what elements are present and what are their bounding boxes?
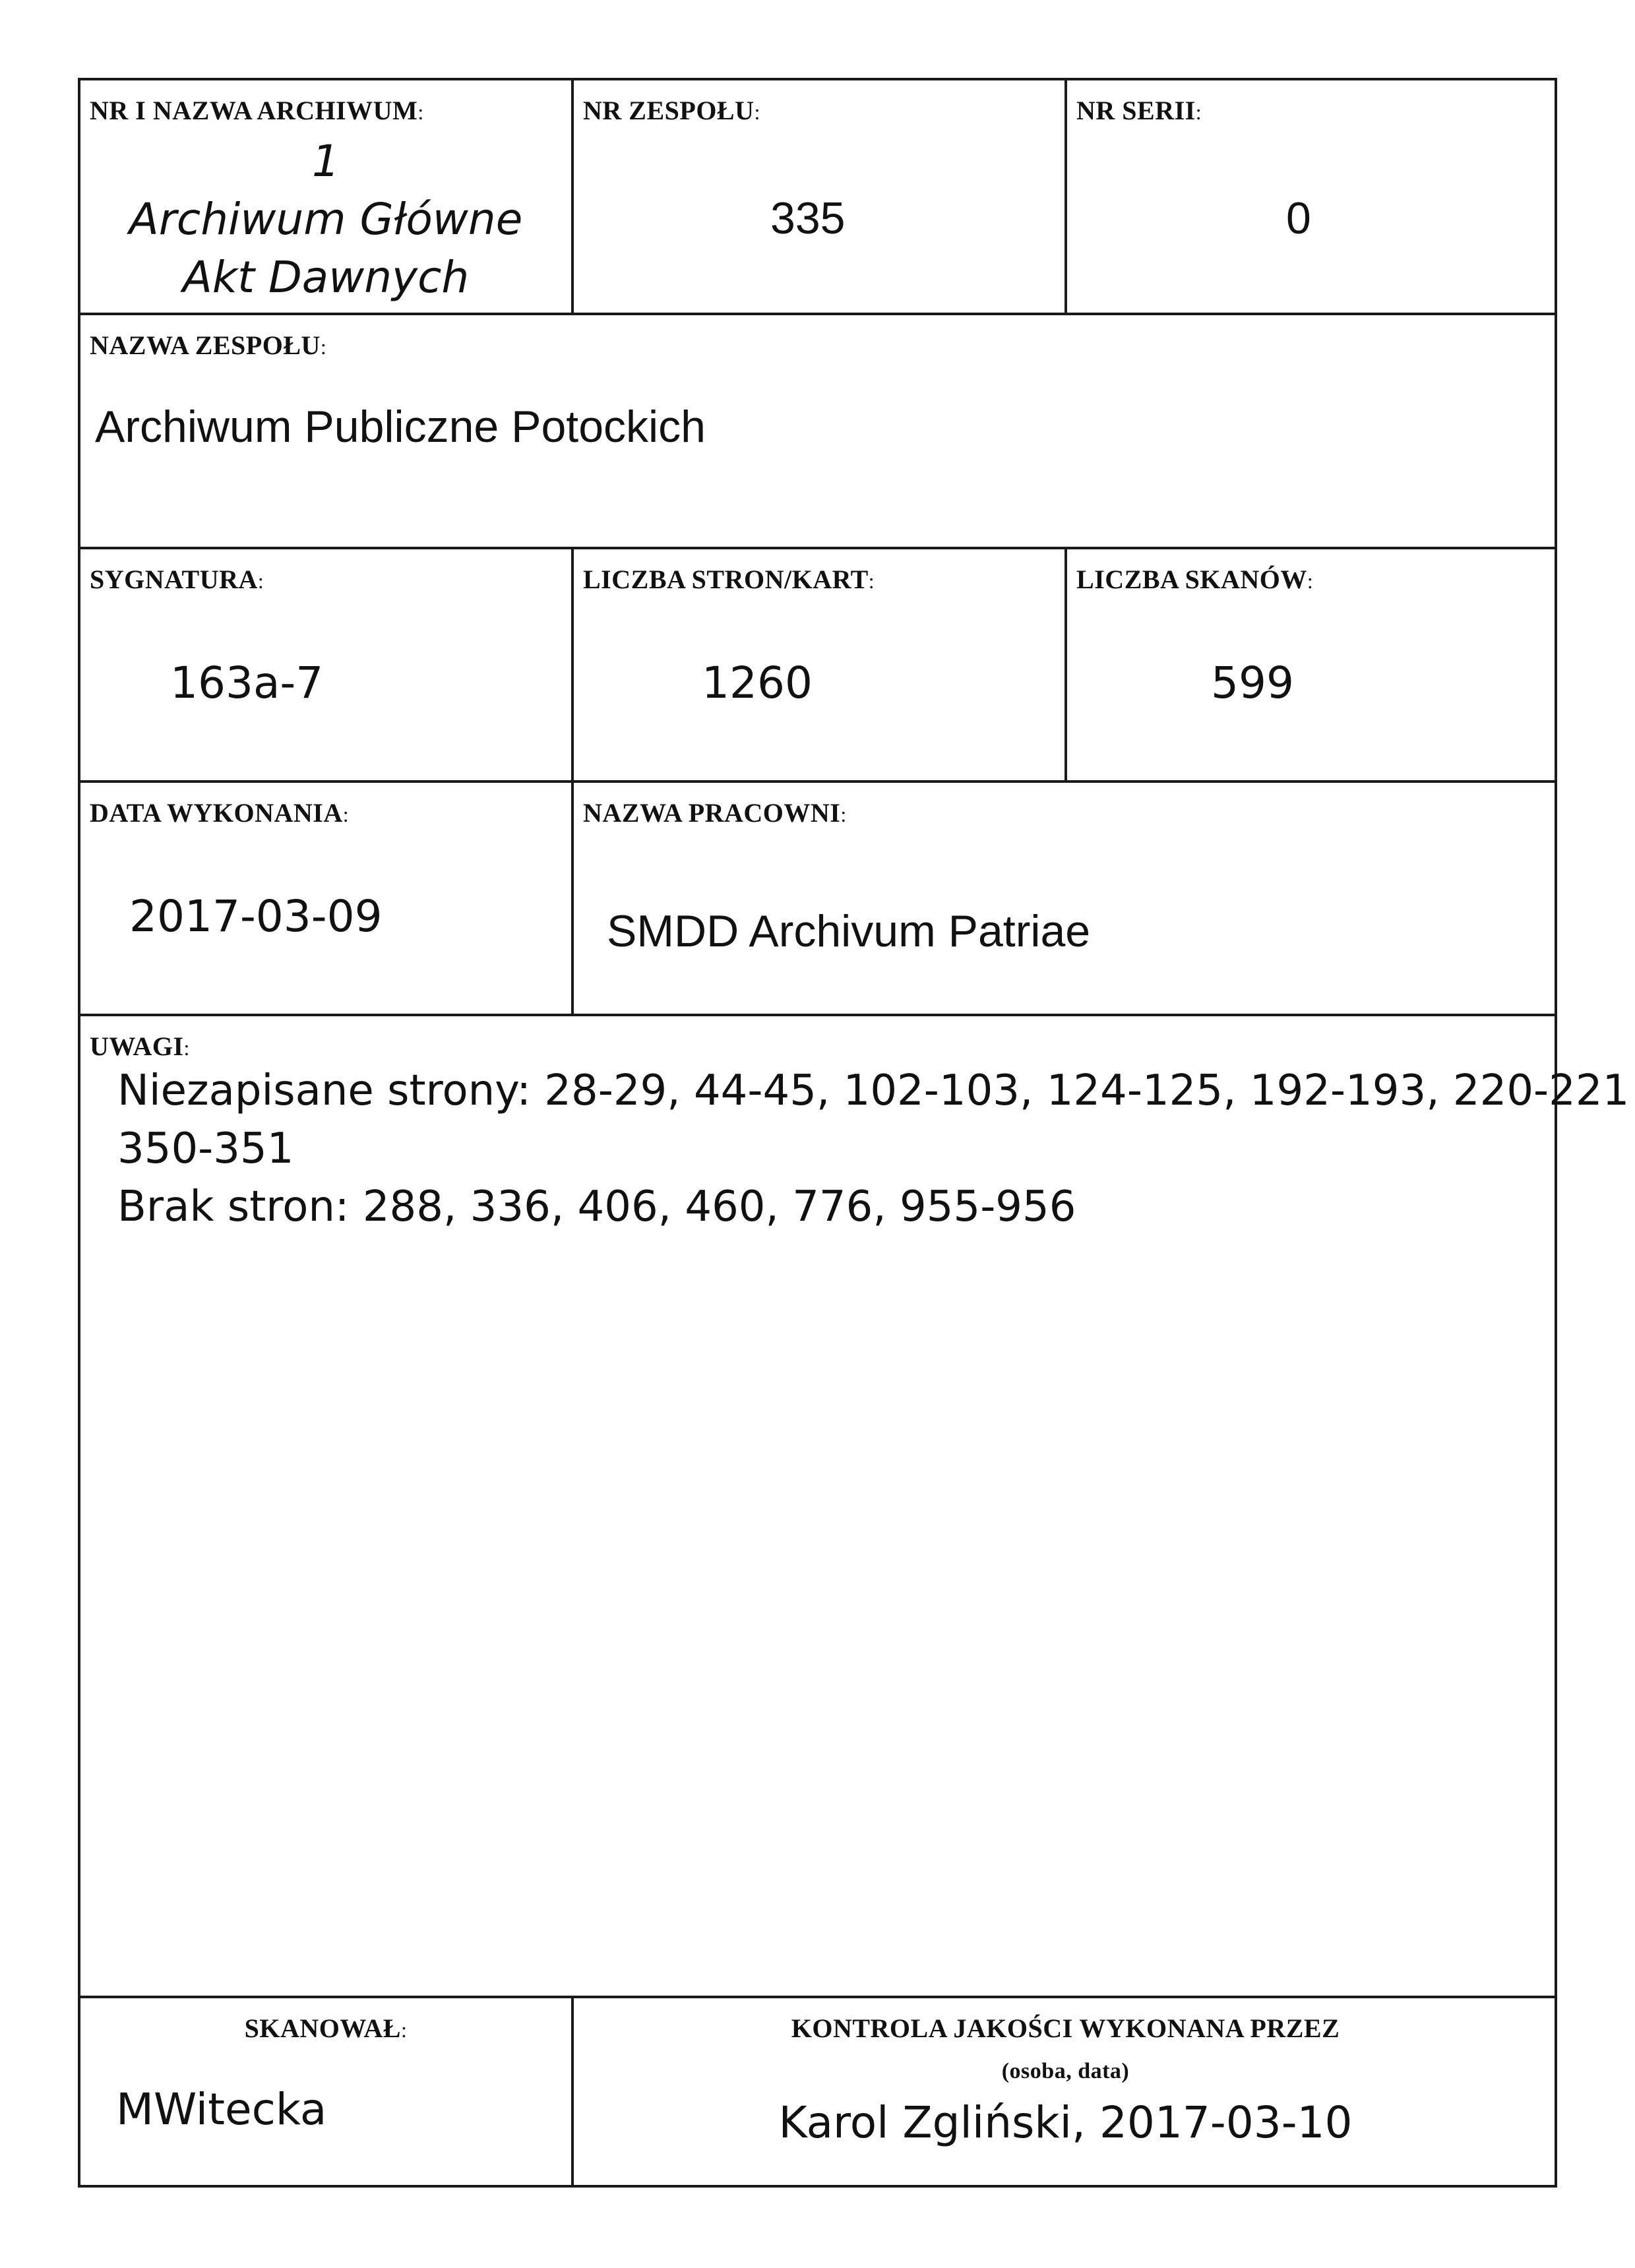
remarks-cell xyxy=(80,1016,1630,1996)
remarks-line: Brak stron: 288, 336, 406, 460, 776, 955-956 xyxy=(117,1182,1076,1231)
archive-metadata-form xyxy=(78,78,1630,2188)
fonds-number-cell xyxy=(574,80,1064,313)
fonds-number-label-text: NR ZESPOŁU xyxy=(583,96,755,125)
scanned-by-value: MWitecka xyxy=(116,2084,327,2135)
fonds-number-label: NR ZESPOŁU: xyxy=(583,96,760,125)
date-done-label-text: DATA WYKONANIA xyxy=(90,798,343,828)
fonds-name-label-text: NAZWA ZESPOŁU xyxy=(90,330,321,360)
fonds-name-cell xyxy=(80,315,1557,547)
remarks-line: Niezapisane strony: 28-29, 44-45, 102-103, 124-125, 192-193, 220-221 xyxy=(117,1066,1630,1115)
remarks-label: UWAGI: xyxy=(90,1031,190,1061)
series-number-cell xyxy=(1067,80,1557,313)
date-done-value: 2017-03-09 xyxy=(129,891,383,942)
archive-label: NR I NAZWA ARCHIWUM: xyxy=(90,96,424,125)
fonds-name-label: NAZWA ZESPOŁU: xyxy=(90,330,327,360)
date-done-label: DATA WYKONANIA: xyxy=(90,798,350,828)
archive-name-line2: Akt Dawnych xyxy=(182,252,470,303)
quality-control-sublabel: (osoba, data) xyxy=(1001,2059,1130,2083)
archive-label-text: NR I NAZWA ARCHIWUM xyxy=(90,96,418,125)
scan-count-label: LICZBA SKANÓW: xyxy=(1076,565,1314,594)
series-number-label: NR SERII: xyxy=(1076,96,1202,125)
fonds-number-value: 335 xyxy=(770,193,846,243)
scanned-by-cell xyxy=(80,1998,571,2188)
scan-count-cell xyxy=(1067,549,1557,780)
workshop-label-text: NAZWA PRACOWNI xyxy=(583,798,841,828)
quality-control-cell xyxy=(574,1998,1557,2188)
scan-count-label-text: LICZBA SKANÓW xyxy=(1076,565,1307,594)
page-count-cell xyxy=(574,549,1064,780)
remarks-line: 350-351 xyxy=(117,1124,294,1173)
workshop-label: NAZWA PRACOWNI: xyxy=(583,798,847,828)
scan-count-value: 599 xyxy=(1211,658,1294,708)
fonds-name-value: Archiwum Publiczne Potockich xyxy=(95,402,706,452)
signature-label-text: SYGNATURA xyxy=(90,565,258,594)
quality-control-value: Karol Zgliński, 2017-03-10 xyxy=(778,2097,1353,2148)
page-count-label: LICZBA STRON/KART: xyxy=(583,565,875,594)
series-number-label-text: NR SERII xyxy=(1076,96,1196,125)
archive-cell xyxy=(80,80,571,313)
remarks-label-text: UWAGI xyxy=(90,1031,184,1061)
workshop-value: SMDD Archivum Patriae xyxy=(607,906,1091,956)
archive-number: 1 xyxy=(312,136,340,187)
page-count-value: 1260 xyxy=(702,658,813,708)
signature-cell xyxy=(80,549,571,780)
series-number-value: 0 xyxy=(1286,193,1311,243)
signature-label: SYGNATURA: xyxy=(90,565,264,594)
page-count-label-text: LICZBA STRON/KART xyxy=(583,565,869,594)
archive-name-line1: Archiwum Główne xyxy=(129,194,523,245)
date-done-cell xyxy=(80,783,571,1014)
workshop-cell xyxy=(574,783,1557,1014)
signature-value: 163a-7 xyxy=(170,658,324,708)
scanned-by-label: SKANOWAŁ: xyxy=(244,2013,408,2043)
scanned-by-label-text: SKANOWAŁ xyxy=(244,2013,401,2043)
quality-control-label: KONTROLA JAKOŚCI WYKONANA PRZEZ xyxy=(791,2013,1340,2043)
